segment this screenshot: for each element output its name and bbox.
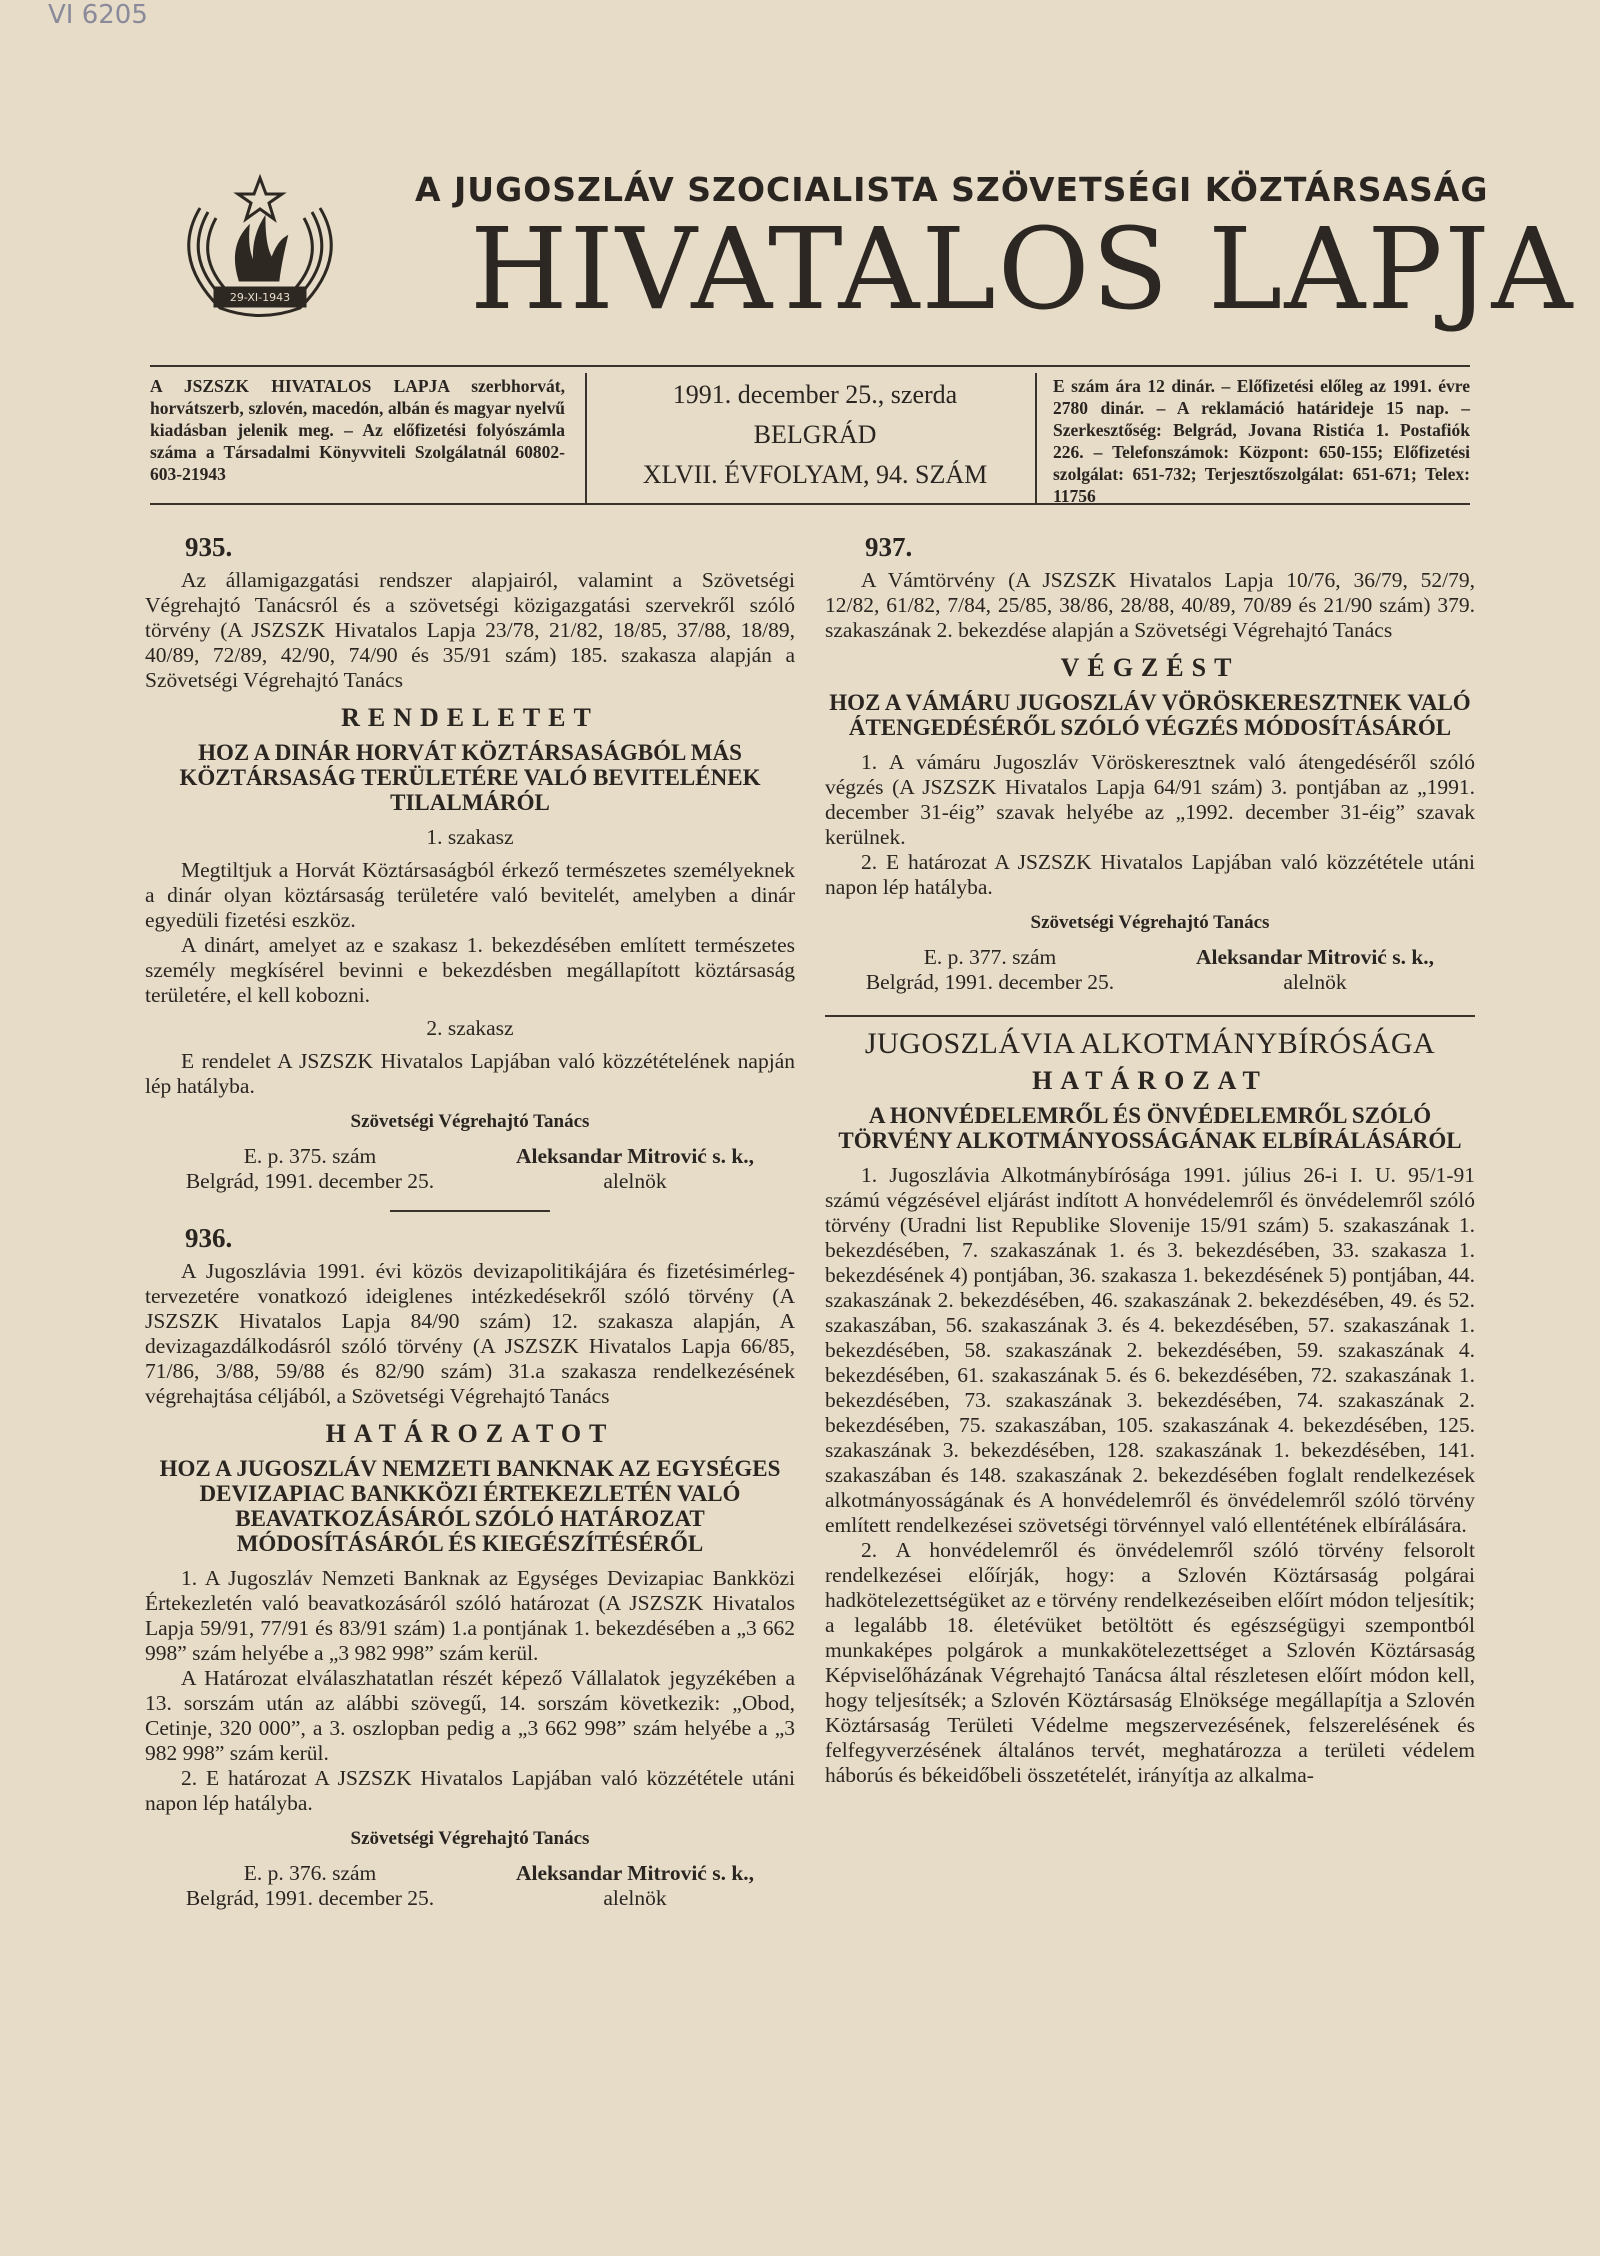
signature-block bbox=[145, 1861, 795, 1913]
paragraph: 2. A honvédelemről és önvédelemről szóló törvény felsorolt rendelkezései előírják, hogy: a Szlovén Köztársaság polgárai hadkötelezettségüket az e törvény rendelkezéseiben előírt módon teljesítik; a legalább 18. életévüket betöltött és egészségügyi szempontból munkaképes polgárok a munkakötelezettséget a Szlovén Köztársaság Képviselőházának Végrehajtó Tanácsa által részletesen előírt módon kell, hogy teljesítsék; a Szlovén Köztársaság Elnöksége megállapítja a Szlovén Köztársaság Területi Védelme megszervezésének, felszerelésének és felfegyverzésének általános tervét, meghatározza a területi védelem háborús és békeidőbeli összetételét, irányítja az alkalma- bbox=[825, 1538, 1475, 1787]
paragraph: A Határozat elválaszhatatlan részét képező Vállalatok jegyzékében a 13. sorszám után az alábbi szövegű, 14. sorszám következik: „Obod, Cetinje, 320 000”, a 3. oszlopban pedig a „3 662 998” szám helyébe a „3 982 998” szám kerül. bbox=[145, 1666, 795, 1765]
paragraph: 1. A Jugoszláv Nemzeti Banknak az Egységes Devizapiac Bankközi Értekezletén való beavatkozásáról szóló határozat (A JSZSZK Hivatalos Lapja 59/91, 77/91 és 83/91 szám) 1.a pontjának 1. bekezdésében a „3 662 998” szám helyébe a „3 982 998” szám kerül. bbox=[145, 1566, 795, 1665]
place-date: Belgrád, 1991. december 25. bbox=[185, 1886, 435, 1910]
act-type: RENDELETET bbox=[341, 703, 599, 732]
signatory-name: Aleksandar Mitrović s. k., bbox=[515, 1144, 755, 1168]
paragraph: Megtiltjuk a Horvát Köztársaságból érkező természetes személyeknek a dinár olyan köztársaság területére való bevitelét, amelyben a dinár egyedüli fizetési eszköz. bbox=[145, 858, 795, 932]
signatory-role: alelnök bbox=[603, 1886, 667, 1910]
issue-number: XLVII. ÉVFOLYAM, 94. SZÁM bbox=[642, 460, 988, 489]
separator bbox=[825, 1015, 1475, 1017]
issuing-body: Szövetségi Végrehajtó Tanács bbox=[350, 1828, 590, 1849]
article-preamble: A Vámtörvény (A JSZSZK Hivatalos Lapja 10/76, 36/79, 52/79, 12/82, 61/82, 7/84, 25/85, 38/86, 28/88, 40/89, 70/89 és 21/90 szám) 379. szakaszának 2. bekezdése alapján a Szövetségi Végrehajtó Tanács bbox=[825, 568, 1475, 642]
reference-number: E. p. 376. szám bbox=[243, 1861, 377, 1885]
emblem-date: 29-XI-1943 bbox=[229, 291, 291, 304]
paragraph: 2. E határozat A JSZSZK Hivatalos Lapjában való közzététele utáni napon lép hatályba. bbox=[145, 1766, 795, 1815]
info-bar-top-rule bbox=[150, 365, 1470, 367]
archive-note: VI 6205 bbox=[48, 0, 148, 30]
article-number: 937. bbox=[865, 532, 913, 562]
section-heading: 2. szakasz bbox=[426, 1016, 514, 1040]
signatory-role: alelnök bbox=[603, 1169, 667, 1193]
article-preamble: Az államigazgatási rendszer alapjairól, valamint a Szövetségi Végrehajtó Tanácsról és a szövetségi közigazgatási szervekről szóló törvény (A JSZSZK Hivatalos Lapja 23/78, 21/82, 18/85, 37/88, 18/89, 40/89, 72/89, 42/90, 74/90 és 35/91 szám) 185. szakasza alapján a Szövetségi Végrehajtó Tanács bbox=[145, 568, 795, 692]
separator bbox=[390, 1210, 550, 1212]
signature-block bbox=[145, 1144, 795, 1196]
article-number: 936. bbox=[185, 1223, 233, 1253]
issue-date: 1991. december 25., szerda bbox=[672, 380, 958, 409]
reference-number: E. p. 377. szám bbox=[923, 945, 1057, 969]
paragraph: 2. E határozat A JSZSZK Hivatalos Lapjában való közzététele utáni napon lép hatályba. bbox=[825, 850, 1475, 899]
right-column bbox=[825, 532, 1475, 1788]
paragraph: E rendelet A JSZSZK Hivatalos Lapjában való közzétételének napján lép hatályba. bbox=[145, 1049, 795, 1098]
info-bar bbox=[150, 365, 1470, 505]
info-bar-divider bbox=[585, 373, 587, 505]
issue-info bbox=[600, 375, 1030, 495]
signatory-name: Aleksandar Mitrović s. k., bbox=[515, 1861, 755, 1885]
act-title: HOZ A DINÁR HORVÁT KÖZTÁRSASÁGBÓL MÁS KÖZTÁRSASÁG TERÜLETÉRE VALÓ BEVITELÉNEK TILALMÁRÓL bbox=[179, 740, 761, 815]
court-heading: JUGOSZLÁVIA ALKOTMÁNYBÍRÓSÁGA bbox=[864, 1027, 1436, 1060]
pricing-contact-note: E szám ára 12 dinár. – Előfizetési előleg az 1991. évre 2780 dinár. – A reklamáció határideje 15 nap. – Szerkesztőség: Belgrád, Jovana Ristića 1. Postafiók 226. – Telefonszámok: Központ: 650-155; Előfizetési szolgálat: 651-732; Terjesztőszolgálat: 651-671; Telex: 11756 bbox=[1053, 376, 1470, 506]
signatory-role: alelnök bbox=[1283, 970, 1347, 994]
publication-note: A JSZSZK HIVATALOS LAPJA szerbhorvát, horvátszerb, szlovén, macedón, albán és magyar nyelvű kiadásban jelenik meg. – Az előfizetési folyószámla száma a Társadalmi Könyvviteli Szolgálatnál 60802-603-21943 bbox=[150, 376, 565, 484]
act-type: HATÁROZATOT bbox=[325, 1419, 615, 1448]
act-title: HOZ A VÁMÁRU JUGOSZLÁV VÖRÖSKERESZTNEK VALÓ ÁTENGEDÉSÉRŐL SZÓLÓ VÉGZÉS MÓDOSÍTÁSÁRÓL bbox=[829, 690, 1471, 740]
left-column bbox=[145, 532, 795, 1913]
paragraph: A dinárt, amelyet az e szakasz 1. bekezdésében említett természetes személy megkísérel bevinni e bekezdésben megállapított köztársaság területére, el kell kobozni. bbox=[145, 933, 795, 1007]
masthead-title: HIVATALOS LAPJA bbox=[470, 205, 1575, 335]
issue-city: BELGRÁD bbox=[753, 420, 877, 449]
section-heading: 1. szakasz bbox=[426, 825, 514, 849]
paragraph: 1. Jugoszlávia Alkotmánybírósága 1991. július 26-i I. U. 95/1-91 számú végzésével eljárást indított A honvédelemről és önvédelemről szóló törvény (Uradni list Republike Slovenije 15/91 szám) 5. szakaszának 1. bekezdésében, 7. szakaszának 1. és 3. bekezdésében, 33. szakasza 1. bekezdésének 4) pontjában, 36. szakasza 1. bekezdésének 5) pontjában, 44. szakaszának 2. bekezdésében, 46. szakaszának 2. bekezdésében, 49. és 52. szakaszában, 56. szakaszának 3. és 4. bekezdésében, 57. szakaszának 1. bekezdésében, 58. szakaszának 2. bekezdésében, 59. szakaszának 4. bekezdésében, 61. szakaszának 5. és 6. bekezdésében, 72. szakaszának 1. bekezdésében, 73. szakaszának 3. bekezdésében, 74. szakaszának 2. bekezdésében, 75. szakaszában, 105. szakaszának 4. bekezdésében, 125. szakaszának 3. bekezdésében, 128. szakaszának 1. bekezdésében, 141. szakaszában és 148. szakaszának 2. bekezdésében foglalt rendelkezések alkotmányosságának és A honvédelemről és önvédelemről szóló törvény említett rendelkezései szövetségi törvénnyel való ellentétének elbírálására. bbox=[825, 1163, 1475, 1537]
info-bar-divider bbox=[1035, 373, 1037, 505]
signatory-name: Aleksandar Mitrović s. k., bbox=[1195, 945, 1435, 969]
article-preamble: A Jugoszlávia 1991. évi közös devizapolitikájára és fizetésimérleg-tervezetére vonatkozó ideiglenes intézkedésekről szóló törvény (A JSZSZK Hivatalos Lapja 84/90 szám) 12. szakasza alapján, A devizagazdálkodásról szóló törvény (A JSZSZK Hivatalos Lapja 66/85, 71/86, 3/88, 59/88 és 82/90 szám) 31.a szakasza rendelkezésének végrehajtása céljából, a Szövetségi Végrehajtó Tanács bbox=[145, 1259, 795, 1408]
place-date: Belgrád, 1991. december 25. bbox=[865, 970, 1115, 994]
place-date: Belgrád, 1991. december 25. bbox=[185, 1169, 435, 1193]
act-type: HATÁROZAT bbox=[1032, 1066, 1268, 1095]
issuing-body: Szövetségi Végrehajtó Tanács bbox=[350, 1111, 590, 1132]
article-number: 935. bbox=[185, 532, 233, 562]
state-emblem-icon bbox=[160, 148, 360, 328]
act-title: A HONVÉDELEMRŐL ÉS ÖNVÉDELEMRŐL SZÓLÓ TÖRVÉNY ALKOTMÁNYOSSÁGÁNAK ELBÍRÁLÁSÁRÓL bbox=[838, 1103, 1462, 1153]
act-title: HOZ A JUGOSZLÁV NEMZETI BANKNAK AZ EGYSÉGES DEVIZAPIAC BANKKÖZI ÉRTEKEZLETÉN VALÓ BEAVATKOZÁSÁRÓL SZÓLÓ HATÁROZAT MÓDOSÍTÁSÁRÓL ÉS KIEGÉSZÍTÉSÉRŐL bbox=[159, 1456, 781, 1556]
signature-block bbox=[825, 945, 1475, 997]
reference-number: E. p. 375. szám bbox=[243, 1144, 377, 1168]
act-type: VÉGZÉST bbox=[1060, 653, 1240, 682]
masthead-subtitle: A JUGOSZLÁV SZOCIALISTA SZÖVETSÉGI KÖZTÁRSASÁG bbox=[415, 170, 1489, 209]
issuing-body: Szövetségi Végrehajtó Tanács bbox=[1030, 912, 1270, 933]
paragraph: 1. A vámáru Jugoszláv Vöröskeresztnek való átengedéséről szóló végzés (A JSZSZK Hivatalos Lapja 64/91 szám) 3. pontjában az „1991. december 31-éig” szavak helyébe az „1992. december 31-éig” szavak kerülnek. bbox=[825, 750, 1475, 849]
